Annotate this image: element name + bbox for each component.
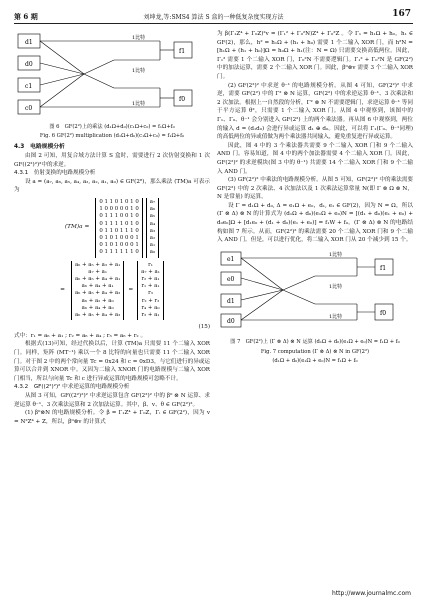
vector-a-entry: a₇ [149, 198, 156, 205]
figure-7-caption-cn: 图 7 GF(2²)上 (Γ ⊗ Δ) ⊗ N 运算 (d₁Ω + d₀)(e₁Ω + e₀)N = f₁Ω + f₀ [230, 339, 400, 346]
fig7-label-f1: f1 [380, 264, 387, 272]
vector-a [146, 198, 159, 258]
equation-number: (15) [198, 324, 210, 331]
fig6-label-c1: c1 [25, 83, 33, 90]
fig7-label-d1: d1 [227, 297, 235, 305]
paragraph-multiplier-count: 因此，图 4 中的 3 个乘法器共需要 9 个二输入 XOR 门和 9 个二输入 AND 门。容易知道，图 4 中的两个加法器需要 4 个二输入 XOR 门。因此，GF(2²)² 的求逆模块(图 3 中的 θ⁻¹) 共需要 14 个二输入 XOR 门和 9 个二输入 AND 门。 [217, 142, 413, 175]
result-row: a₆ + a₄ + a₁ [81, 283, 114, 290]
paragraph-beta-analysis: (1) β⁰⊗N 的电路规模分析。令 β = Γ₁Z⁴ + Γ₀Z，Γᵢ ∈ GF(2²)，因为 v = N²Z⁴ + Z，所以，β⁰⊗v 的计算式 [14, 410, 210, 425]
vector-a-entry: a₄ [149, 220, 156, 227]
page-number: 167 [392, 9, 411, 19]
fig6-label-f1: f1 [179, 48, 186, 55]
result-row: a₆ + a₂ + a₀ [81, 297, 114, 304]
matrix-row: 0 1 1 1 1 0 1 0 [99, 220, 139, 227]
left-column [14, 30, 210, 426]
fig7-label-d0: d0 [227, 317, 235, 325]
result-entry: r₂ + a₁ [141, 276, 160, 282]
matrix-row: 0 1 0 1 0 0 0 1 [99, 234, 139, 241]
result-entry: r₁ + a₁ [141, 283, 160, 290]
equals-sign: = [128, 287, 134, 294]
vector-a-entry: a₂ [149, 234, 156, 241]
fig7-label-f0: f0 [380, 309, 387, 317]
vector-a-entry: a₆ [149, 206, 156, 213]
fig6-label-c0: c0 [25, 105, 33, 112]
paragraph-inverse-intro: 从图 3 可知，GF((2²)²)² 中求逆运算包含 GF(2²)² 中的 β⁰ ⊗ N 运算、求逆运算 θ⁻¹、3 次乘法运算和 2 次加法运算。其中，β、v、θ ∈ GF(2²)²。 [14, 392, 210, 408]
right-column [217, 30, 413, 366]
result-row: a₇ + a₁ [88, 268, 107, 275]
matrix-row: 0 1 0 1 0 0 0 1 [99, 242, 139, 249]
fig7-label-bit-b: 1比特 [329, 283, 343, 290]
equation-tm-matrix [14, 198, 210, 258]
subsection-4-3-2-heading: 4.3.2 GF((2²)²)² 中求逆运算的电路规模分析 [14, 384, 130, 391]
result-vector-reduced [137, 261, 164, 321]
issue-label: 第 6 期 [14, 12, 38, 21]
fig7-label-bit-a: 1比特 [329, 251, 343, 258]
matrix-row: 0 1 1 0 1 0 1 0 [99, 198, 139, 205]
figure-7-caption-en-formula: (d₁Ω + d₀)(e₁Ω + e₀)N = f₁Ω + f₀ [272, 358, 358, 365]
equation-label: (TM)a = [64, 224, 90, 231]
fig6-label-bit-a: 1比特 [132, 35, 146, 41]
paragraph-affine-intro: 设 a = (a₇, a₆, a₅, a₄, a₃, a₂, a₁, a₀) ∈ GF(2⁸)，那么乘法 (TM)a 可表示为 [14, 178, 210, 194]
result-row: a₆ + a₅ + a₄ + a₃ [74, 312, 121, 319]
result-row: a₆ + a₄ + a₀ [81, 304, 114, 311]
fig6-label-bit-c: 1比特 [132, 101, 146, 107]
matrix-row: 1 0 0 0 0 0 1 0 [99, 206, 139, 213]
matrix-row: 0 1 1 1 1 1 1 0 [99, 249, 139, 256]
paragraph-multiplication-analysis: (3) GF(2²)² 中乘法的电路规模分析。从图 5 可知，GF(2²)² 中的乘法需要 GF(2²) 中的 2 次乘法、4 次加法以及 1 次乘法运算常量 N(即 Γ ⊗ Ω ⊗ N，N 是常量) 的运算。 [217, 177, 413, 201]
paragraph-beta-continued: 为 β(Γ₁Z⁴ + Γ₀Z)²v = (Γ₁² + Γ₀²N)Z⁴ + Γ₀²Z 。令 Γ₁ = h₁Ω + h₀，h₁ ∈ GF(2)，那么，h² = h₁Ω + (h₁ + h₀) 需要 1 个二输入 XOR 门，而 h²N = [h₁Ω + (h₁ + h₀)]Ω = h₀Ω + h₁(注：N = Ω) 只需要交换高低两位。因此，Γ₁² 需要 1 个二输入 XOR 门，Γ₀²N 不需要逻辑门。Γ₁² + Γ₀²N 是 GF(2²) 中的加法运算，需要 2 个二输入 XOR 门。因此，β⁰⊗v 需要 3 个二输入 XOR 门。 [217, 31, 413, 80]
journal-url[interactable]: http://www.journalmc.com [332, 590, 411, 597]
section-4-3-heading: 4.3 电路规模分析 [14, 144, 65, 151]
figure-6-caption-cn: 图 6 GF(2²)上的乘法 (d₁Ω+d₀)(c₁Ω+c₀) = f₁Ω+f₀ [49, 123, 175, 130]
result-entry: r₁ [148, 261, 153, 268]
result-entry: r₃ + a₁ [141, 312, 160, 319]
paragraph-xor-count: 根据式(13)可知，经过代换以后，计算 (TM)a 只需要 11 个二输入 XOR 门。同样，矩阵 (MT⁻¹) 乘以一个 8 比特的向量也只需要 11 个二输入 XOR 门。对于图 2 中的两个常向量 Tc = 0x24 和 c = 0xD3，与它们进行的异或运算可以合并到 XNOR 中。又因为二输入 XNOR 门的电路规模与二输入 XOR 门相当，所以与向量 Tc 和 c 进行异或运算的电路规模可忽略不计。 [14, 341, 210, 382]
result-entry: r₄ + a₀ [141, 304, 160, 311]
fig6-label-d0: d0 [25, 61, 33, 68]
fig6-label-f0: f0 [179, 96, 186, 103]
fig7-label-bit-c: 1比特 [329, 313, 343, 320]
figure-6-circuit [14, 30, 210, 118]
result-vector-expanded [71, 261, 124, 321]
result-row: a₆ + a₅ + a₄ + a₁ [74, 276, 121, 282]
result-row: a₆ + a₅ + a₄ + a₃ [74, 290, 121, 297]
page-header [14, 8, 413, 24]
vector-a-entry: a₀ [149, 249, 156, 256]
equals-sign: = [60, 287, 65, 294]
paragraph-inverse-theta: (2) GF(2²)² 中求逆 θ⁻¹ 的电路规模分析。从图 4 可知，GF(2²)² 中求逆，需要 GF(2²) 中的 Γ² ⊗ N 运算，GF(2²) 中的求逆运算 θ⁻¹、3 次乘法和 2 次加法。根据上一自然段的分析，Γ² ⊗ N 不需要逻辑门，求逆运算 θ⁻¹ 等同于平方运算 θ²，只需要 1 个二输入 XOR 门。从图 4 中观察到，该图中的 Γ₁、Γ₀、θ⁻¹ 会分别进入 GF(2²) 上的两个乘法器。再从图 6 中观察到，两位的输入 d = (d₁d₀) 会进行异或运算 d₁ ⊕ d₀。因此，可以将 Γ₁(Γ₀、θ⁻¹同理) 的高低两位的异或值做为两个乘法器共同输入，避免重复进行异或运算。 [217, 82, 413, 141]
running-title: 刘坤龙,等:SMS4 算法 S 盒的一种低复杂度实现方法 [143, 14, 284, 21]
matrix-row: 0 1 1 1 0 0 1 0 [99, 213, 139, 220]
figure-7-caption-en: Fig. 7 computation (Γ ⊗ Δ) ⊗ N in GF(2²) [260, 348, 370, 355]
paragraph-circuit-scale: 由图 2 可知，用复合域方法计算 S 盒时，需要进行 2 次仿射变换和 1 次 GF((2²)²)²中的求逆。 [14, 153, 210, 168]
result-entry: r₃ [148, 290, 153, 297]
paragraph-r-definitions: 式中：r₁ = a₆ + a₁ ; r₂ = a₆ + a₄ ; r₃ = a₆ + r₂ 。 [14, 332, 147, 339]
result-row: a₆ + a₅ + a₃ + a₁ [74, 261, 121, 268]
matrix-tm [95, 198, 142, 258]
figure-6-caption-en: Fig. 6 GF(2²) multiplication (d₁Ω+d₀)(c₁Ω+c₀) = f₁Ω+f₀ [39, 133, 185, 139]
paragraph-gamma-delta: 设 Γ = d₁Ω + d₀, Δ = e₁Ω + e₀，d₁, e₁ ∈ GF(2)，因为 N = Ω，所以 (Γ ⊗ Δ) ⊗ N 的计算式为 (d₁Ω + d₀)(e₁Ω + e₀)N = [(d₁ + d₀)(e₁ + e₀) + d₀e₀]Ω + [d₁e₀ + (d₁ + d₀)(e₁ + e₀)] = f₁W + f₀。(Γ ⊗ Δ) ⊗ N 的电路结构如图 7 所示。从而，GF(2²)² 的乘法需要 20 个二输入 XOR 门和 9 个二输入 AND 门。但是，可以进行优化，将二输入 XOR 门从 20 个减少到 15 个。 [217, 202, 413, 244]
fig7-label-e0: e0 [227, 275, 235, 283]
matrix-row: 0 1 1 0 1 1 1 0 [99, 227, 139, 234]
vector-a-entry: a₁ [149, 242, 156, 249]
equation-tm-result [14, 261, 210, 321]
result-entry: r₂ + r₃ [141, 297, 160, 304]
fig6-label-bit-b: 1比特 [132, 68, 146, 74]
vector-a-entry: a₃ [149, 227, 156, 234]
result-entry: a₇ + a₁ [141, 268, 160, 275]
subsection-4-3-1-heading: 4.3.1 仿射变换的电路规模分析 [14, 170, 96, 177]
vector-a-entry: a₅ [149, 213, 156, 220]
fig6-label-d1: d1 [25, 39, 33, 46]
figure-7-circuit [217, 248, 413, 334]
fig7-label-e1: e1 [227, 255, 235, 263]
